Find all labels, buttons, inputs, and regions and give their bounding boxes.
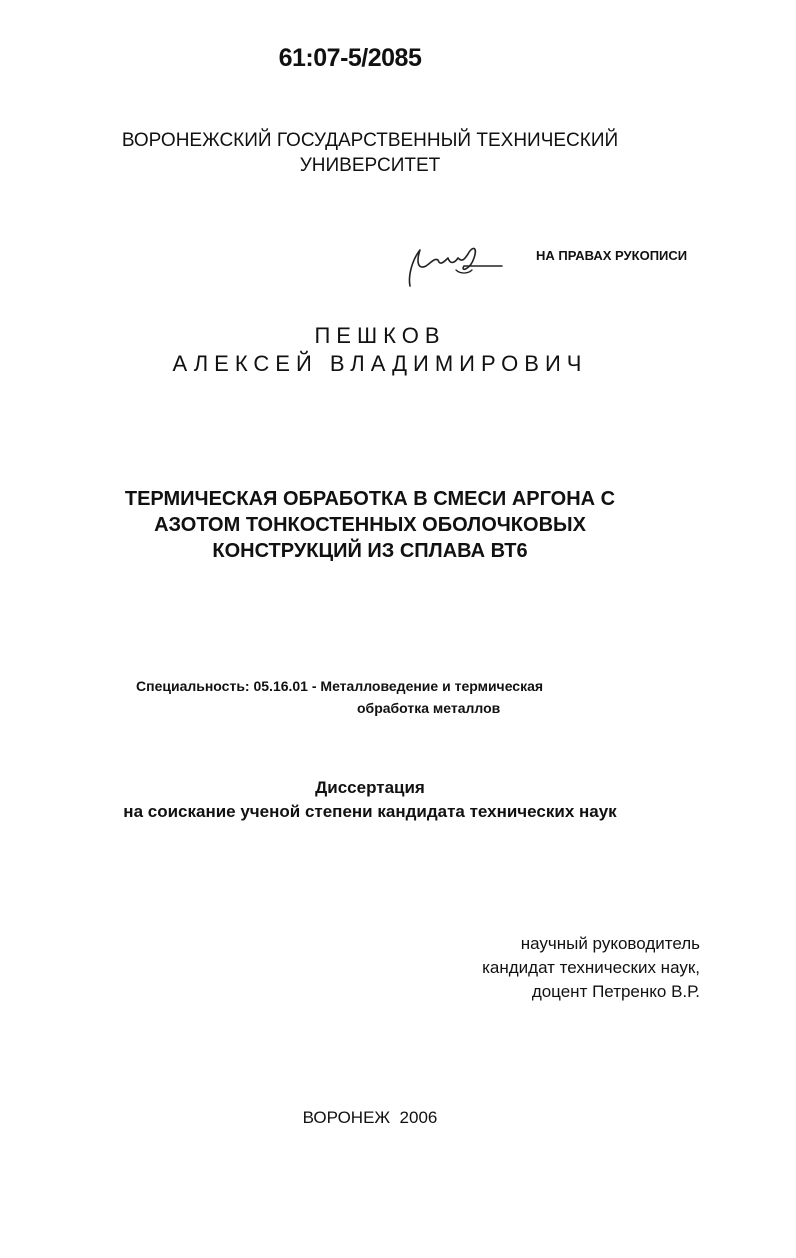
title-line-1: ТЕРМИЧЕСКАЯ ОБРАБОТКА В СМЕСИ АРГОНА С	[124, 488, 616, 510]
city-and-year: ВОРОНЕЖ 2006	[302, 1108, 438, 1127]
dissertation-line-2: на соискание ученой степени кандидата технических наук	[123, 802, 617, 821]
specialty-line-1: Специальность: 05.16.01 - Металловедение и термическая	[136, 678, 544, 694]
university-line-1: ВОРОНЕЖСКИЙ ГОСУДАРСТВЕННЫЙ ТЕХНИЧЕСКИЙ	[121, 130, 619, 151]
author-surname: ПЕШКОВ	[314, 323, 446, 348]
title-line-2: АЗОТОМ ТОНКОСТЕННЫХ ОБОЛОЧКОВЫХ	[154, 514, 586, 536]
dissertation-line-1: Диссертация	[315, 778, 425, 797]
university-name	[60, 128, 680, 178]
handwritten-signature	[398, 240, 508, 290]
supervisor-line-1: научный руководитель	[520, 934, 700, 953]
specialty-line-2: обработка металлов	[357, 700, 501, 716]
thesis-title	[60, 486, 680, 564]
supervisor-line-3: доцент Петренко В.Р.	[531, 982, 700, 1001]
supervisor-line-2: кандидат технических наук,	[482, 958, 700, 977]
supervisor-block	[482, 932, 700, 1004]
rights-note: НА ПРАВАХ РУКОПИСИ	[536, 248, 688, 263]
university-line-2: УНИВЕРСИТЕТ	[299, 155, 441, 176]
dissertation-statement	[40, 776, 700, 824]
author-name	[90, 322, 670, 378]
title-line-3: КОНСТРУКЦИЙ ИЗ СПЛАВА ВТ6	[212, 540, 528, 562]
catalog-number: 61:07-5/2085	[278, 44, 422, 72]
author-given-names: АЛЕКСЕЙ ВЛАДИМИРОВИЧ	[172, 351, 588, 376]
